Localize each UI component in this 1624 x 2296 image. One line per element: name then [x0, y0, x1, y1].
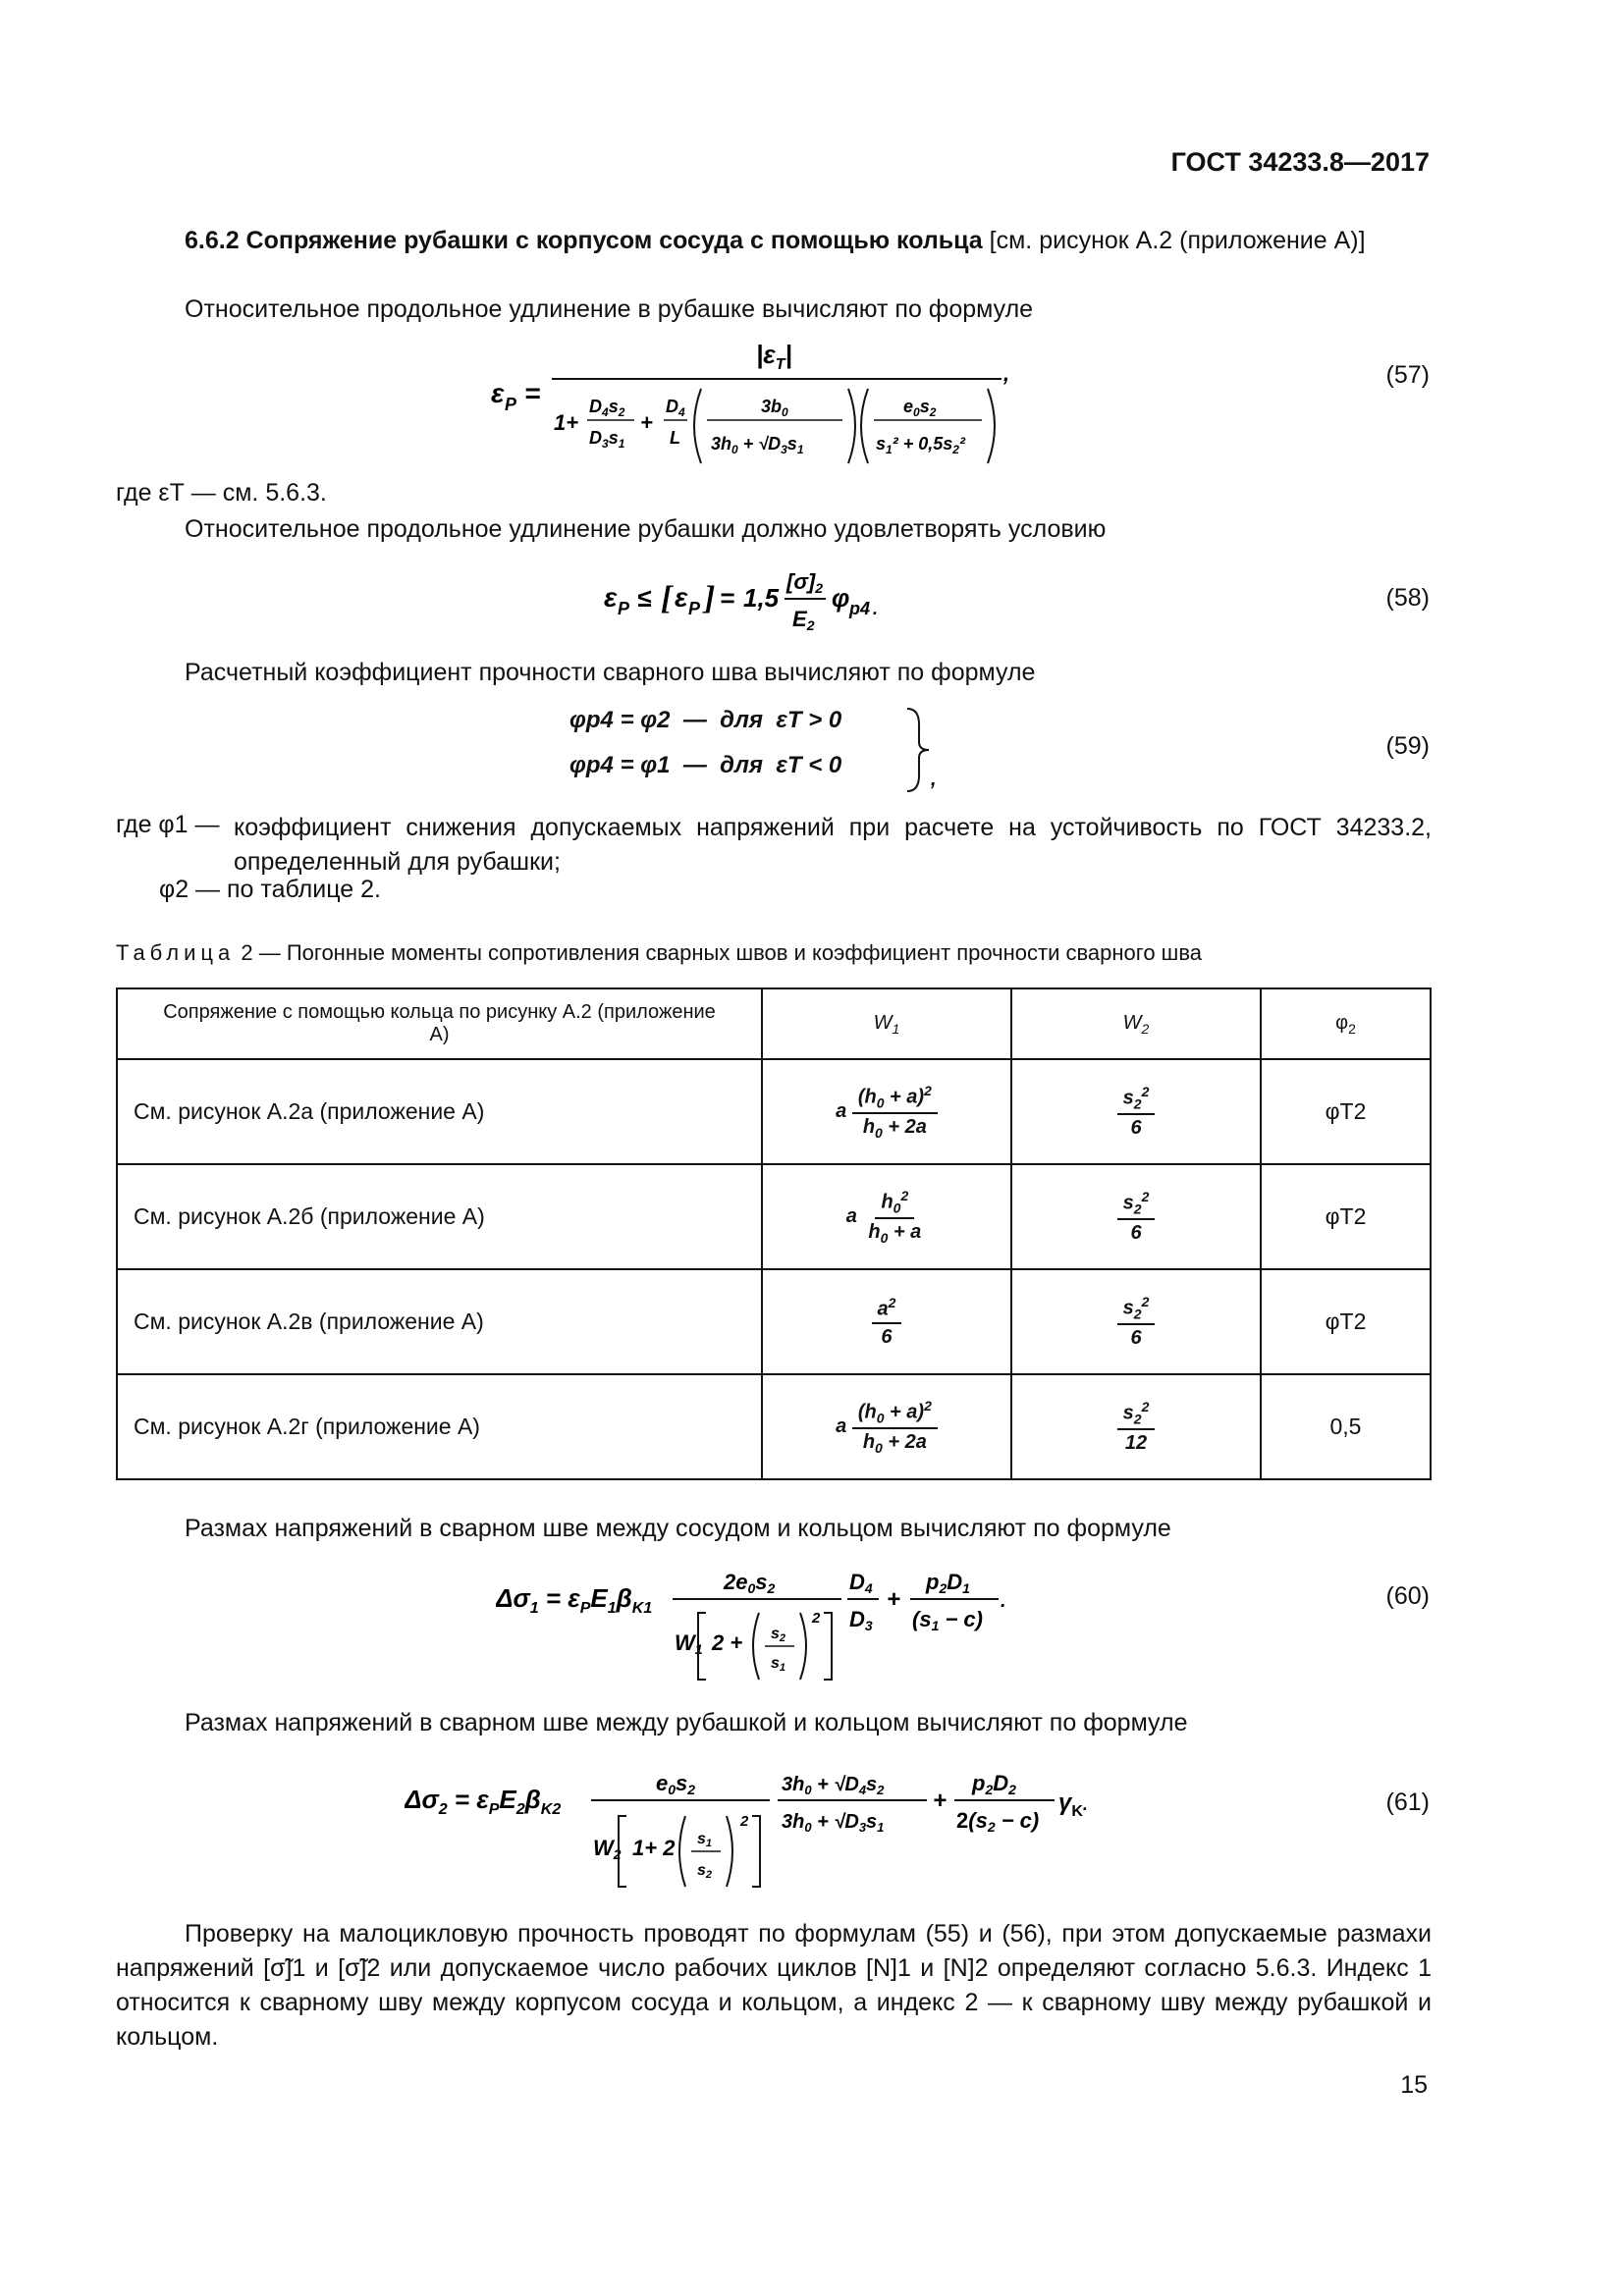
- formula-59: [569, 705, 943, 795]
- table-row: [117, 1059, 1431, 1164]
- svg-text:2: 2: [812, 1610, 821, 1627]
- section-title: 6.6.2 Сопряжение рубашки с корпусом сосуда с помощью кольца: [185, 227, 983, 254]
- table-2: [116, 988, 1432, 1480]
- formula-58-graphic: [604, 560, 918, 638]
- svg-text:e0s2: e0s2: [656, 1771, 696, 1797]
- table-cell-name: См. рисунок А.2б (приложение А): [117, 1164, 762, 1269]
- eq-59-number: (59): [1385, 732, 1430, 760]
- svg-text:1+ 2: 1+ 2: [632, 1836, 676, 1860]
- svg-text:ε: ε: [675, 582, 688, 613]
- eq-57-number: (57): [1385, 361, 1430, 389]
- svg-text:s1: s1: [697, 1831, 713, 1849]
- svg-text:=: =: [720, 583, 735, 613]
- table-caption: [116, 940, 1202, 966]
- svg-text:3b0: $3b_0$: [761, 397, 788, 419]
- svg-text:[σ]2: [σ]2: [786, 569, 824, 596]
- svg-text:P: P: [505, 395, 517, 414]
- table-cell-w1: a $\frac{h_0^2}{h_0 + a}$: [762, 1164, 1011, 1269]
- svg-text:ε: ε: [604, 582, 618, 613]
- table-cell-phi: 0,5: [1261, 1374, 1431, 1479]
- formula-59-line-1: φp4 = φ2 — для εТ > 0: [569, 707, 842, 733]
- svg-text:3h0 + √D4s2: $3h_0 + √D_4s_2$: [782, 1774, 885, 1797]
- svg-text:2e0s2: 2e0s2: [724, 1570, 776, 1596]
- paragraph-3: Расчетный коэффициент прочности сварного шва вычисляют по формуле: [185, 659, 1036, 686]
- svg-text:[: [: [661, 580, 673, 616]
- formula-61: [405, 1757, 1111, 1895]
- svg-text:s2: s2: [697, 1862, 713, 1881]
- svg-text:,: ,: [1003, 361, 1010, 386]
- svg-text:D4: $D_4$: [666, 397, 685, 419]
- svg-text:γK.: $\gamma_K^.$: [1058, 1789, 1088, 1820]
- table-cell-name: См. рисунок А.2г (приложение А): [117, 1374, 762, 1479]
- section-ref: [см. рисунок А.2 (приложение А)]: [989, 227, 1366, 254]
- table-caption-text: 2 — Погонные моменты сопротивления сварных швов и коэффициент прочности сварного шва: [241, 940, 1203, 965]
- svg-text:]: ]: [704, 580, 716, 616]
- where-2-symbol: где φ1 —: [116, 811, 220, 838]
- table-cell-w2: $\frac{s_2^2}{12}$: [1011, 1374, 1261, 1479]
- svg-text:1,5: 1,5: [743, 583, 780, 613]
- table-cell-w1: $\frac{a^2}{6}$: [762, 1269, 1011, 1374]
- svg-text:e0s2: $e_0s_2$: [903, 397, 937, 419]
- formula-61-graphic: [405, 1757, 1111, 1895]
- svg-text:P: P: [688, 599, 701, 618]
- svg-text:D4s2: $D_4s_2$: [589, 397, 625, 419]
- svg-text:Δσ2 = εPE2βK2: $\Delta\sigma_2 = \varepsilon_PE_2\beta_{K2}$: [405, 1785, 562, 1818]
- svg-text:3h0 + √D3s1: $3h_0 + √D_3s_1$: [711, 434, 804, 456]
- table-cell-phi: φТ2: [1261, 1059, 1431, 1164]
- svg-text:|εT|: $|\varepsilon_T|$: [756, 340, 792, 373]
- svg-text:D3: D3: [849, 1607, 873, 1633]
- svg-text:s1² + 0,5s2²: $s_1^2 + 0,5s_2^2$: [876, 434, 965, 456]
- section-paragraph: [116, 224, 1432, 258]
- table-row: [117, 1374, 1431, 1479]
- table-header-conjugation: Сопряжение с помощью кольца по рисунку А.2 (приложение А): [117, 988, 762, 1059]
- svg-text:1+: 1+: [554, 410, 579, 435]
- table-header-w1: $W_1$: [762, 988, 1011, 1059]
- svg-text:p4: p4: [849, 599, 871, 618]
- paragraph-4: Размах напряжений в сварном шве между сосудом и кольцом вычисляют по формуле: [185, 1515, 1171, 1542]
- where-line-3: φ2 — по таблице 2.: [159, 876, 381, 903]
- formula-60-graphic: [496, 1556, 1026, 1683]
- svg-text:W1: W1: [675, 1630, 703, 1657]
- svg-text:2 +: 2 +: [712, 1630, 743, 1655]
- table-cell-phi: φТ2: [1261, 1164, 1431, 1269]
- svg-text:+: +: [887, 1586, 901, 1613]
- table-row: [117, 1164, 1431, 1269]
- table-cell-w2: $\frac{s_2^2}{6}$: [1011, 1059, 1261, 1164]
- eq-58-number: (58): [1385, 584, 1430, 612]
- table-header-w2: $W_2$: [1011, 988, 1261, 1059]
- table-cell-w2: $\frac{s_2^2}{6}$: [1011, 1269, 1261, 1374]
- svg-text:+: +: [640, 410, 653, 435]
- svg-text:,: ,: [931, 769, 937, 790]
- svg-text:≤: ≤: [637, 583, 652, 613]
- document-header: ГОСТ 34233.8—2017: [1170, 147, 1430, 177]
- table-cell-w1: a $\frac{(h_0 + a)^2}{h_0 + 2a}$: [762, 1059, 1011, 1164]
- formula-57: [491, 334, 1041, 471]
- svg-text:p2D1: p2D1: [926, 1570, 970, 1596]
- svg-text:=: =: [524, 378, 541, 408]
- svg-text:D4: D4: [849, 1570, 873, 1596]
- svg-text:Δσ1 = εPE1βK1: $\Delta\sigma_1 = \varepsilon_PE_1\beta_{K1}$: [496, 1583, 653, 1617]
- formula-57-graphic: [491, 334, 1041, 471]
- svg-text:W2: W2: [593, 1836, 622, 1862]
- svg-text:.: .: [873, 599, 879, 618]
- svg-text:D3s1: $D_3s_1$: [589, 428, 625, 451]
- table-row: [117, 1269, 1431, 1374]
- where-2-text: коэффициент снижения допускаемых напряжений при расчете на устойчивость по ГОСТ 34233.2, определенный для рубашки;: [234, 814, 1432, 876]
- formula-59-line-2: φp4 = φ1 — для εТ < 0: [569, 752, 842, 778]
- page-number: 15: [1400, 2071, 1428, 2099]
- paragraph-1: Относительное продольное удлинение в рубашке вычисляют по формуле: [185, 295, 1034, 323]
- svg-text:L: L: [670, 428, 680, 448]
- table-header-row: [117, 988, 1431, 1059]
- table-cell-w1: a $\frac{(h_0 + a)^2}{h_0 + 2a}$: [762, 1374, 1011, 1479]
- formula-60: [496, 1556, 1026, 1683]
- svg-text:(s1 − c): (s1 − c): [912, 1607, 983, 1633]
- svg-text:E2: E2: [792, 607, 815, 633]
- svg-text:p2D2: p2D2: [972, 1771, 1016, 1797]
- formula-58: [604, 560, 918, 638]
- where-line-1: где εТ — см. 5.6.3.: [116, 479, 327, 507]
- svg-text:+: +: [933, 1788, 947, 1814]
- svg-text:s1: s1: [771, 1655, 786, 1674]
- svg-text:s2: s2: [771, 1626, 786, 1644]
- paragraph-5: Размах напряжений в сварном шве между рубашкой и кольцом вычисляют по формуле: [185, 1709, 1188, 1736]
- svg-text:ε: ε: [491, 378, 505, 408]
- svg-text:.: .: [1001, 1590, 1006, 1612]
- svg-text:φ: φ: [832, 583, 850, 613]
- paragraph-2: Относительное продольное удлинение рубашки должно удовлетворять условию: [185, 515, 1107, 543]
- svg-text:2(s2 − c): 2(s2 − c): [956, 1808, 1040, 1835]
- eq-61-number: (61): [1385, 1789, 1430, 1816]
- table-header-phi2: $\varphi_2$: [1261, 988, 1431, 1059]
- eq-60-number: (60): [1385, 1582, 1430, 1610]
- svg-text:3h0 + √D3s1: $3h_0 + √D_3s_1$: [782, 1811, 885, 1835]
- svg-text:2: 2: [740, 1813, 749, 1830]
- table-cell-w2: $\frac{s_2^2}{6}$: [1011, 1164, 1261, 1269]
- table-cell-name: См. рисунок А.2в (приложение А): [117, 1269, 762, 1374]
- svg-text:P: P: [618, 599, 630, 618]
- formula-59-brace: [903, 705, 943, 795]
- paragraph-6: Проверку на малоцикловую прочность проводят по формулам (55) и (56), при этом допускаемые размахи напряжений [σ̃]1 и [σ̃]2 или допускаемое число рабочих циклов [N]1 и [N]2 определяют согласно 5.6.3. Индекс 1 относится к сварному шву между корпусом сосуда и кольцом, а индекс 2 — к сварному шву между рубашкой и кольцом.: [116, 1920, 1432, 2051]
- table-caption-label: Таблица: [116, 940, 236, 965]
- table-cell-phi: φТ2: [1261, 1269, 1431, 1374]
- table-cell-name: См. рисунок А.2а (приложение А): [117, 1059, 762, 1164]
